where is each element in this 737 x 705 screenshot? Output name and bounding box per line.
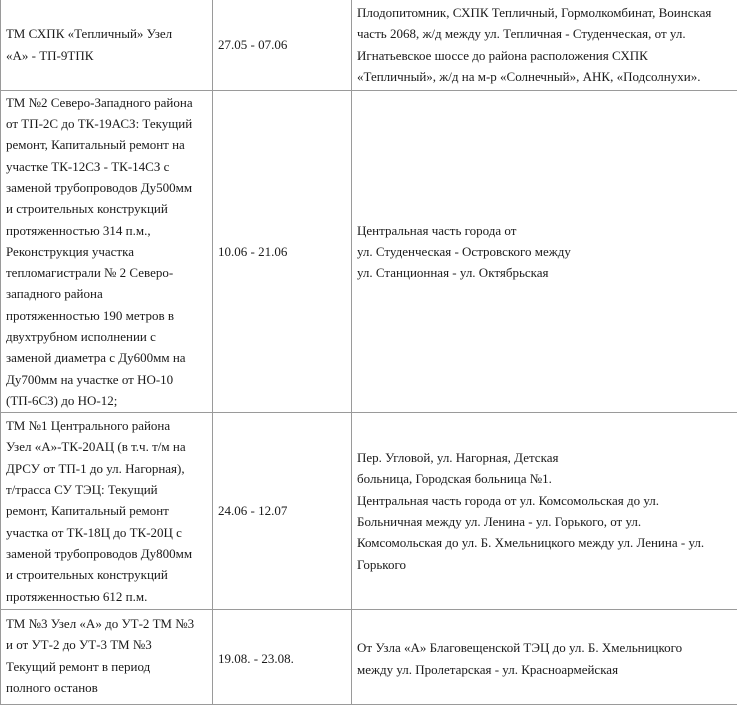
period-cell: 27.05 - 07.06	[213, 0, 352, 91]
table-row	[1, 91, 737, 413]
object-cell: ТМ №3 Узел «А» до УТ-2 ТМ №3 и от УТ-2 до УТ-3 ТМ №3 Текущий ремонт в период полного останов	[1, 610, 213, 705]
period-cell: 10.06 - 21.06	[213, 91, 352, 413]
period-cell: 19.08. - 23.08.	[213, 610, 352, 705]
area-cell: Центральная часть города от ул. Студенческая - Островского между ул. Станционная - ул. Октябрьская	[352, 91, 737, 413]
object-cell: ТМ СХПК «Тепличный» Узел «А» - ТП-9ТПК	[1, 0, 213, 91]
area-cell: Пер. Угловой, ул. Нагорная, Детская больница, Городская больница №1. Центральная часть города от ул. Комсомольская до ул. Больничная между ул. Ленина - ул. Горького, от ул. Комсомольская до ул. Б. Хмельницкого между ул. Ленина - ул. Горького	[352, 413, 737, 610]
area-cell: Плодопитомник, СХПК Тепличный, Гормолкомбинат, Воинская часть 2068, ж/д между ул. Тепличная - Студенческая, от ул. Игнатьевское шоссе до района расположения СХПК «Тепличный», ж/д на м-р «Солнечный», АНК, «Подсолнухи».	[352, 0, 737, 91]
table-row	[1, 0, 737, 91]
period-cell: 24.06 - 12.07	[213, 413, 352, 610]
table-row	[1, 610, 737, 705]
object-cell: ТМ №2 Северо-Западного района от ТП-2С до ТК-19АСЗ: Текущий ремонт, Капитальный ремонт на участке ТК-12СЗ - ТК-14СЗ с заменой трубопроводов Ду500мм и строительных конструкций протяженностью 314 п.м., Реконструкция участка тепломагистрали № 2 Северо- западного района протяженностью 190 метров в двухтрубном исполнении с заменой диаметра с Ду600мм на Ду700мм на участке от НО-10 (ТП-6СЗ) до НО-12;	[1, 91, 213, 413]
table-row	[1, 413, 737, 610]
object-cell: ТМ №1 Центрального района Узел «А»-ТК-20АЦ (в т.ч. т/м на ДРСУ от ТП-1 до ул. Нагорная), т/трасса СУ ТЭЦ: Текущий ремонт, Капитальный ремонт участка от ТК-18Ц до ТК-20Ц с заменой трубопроводов Ду800мм и строительных конструкций протяженностью 612 п.м.	[1, 413, 213, 610]
area-cell: От Узла «А» Благовещенской ТЭЦ до ул. Б. Хмельницкого между ул. Пролетарская - ул. Красноармейская	[352, 610, 737, 705]
